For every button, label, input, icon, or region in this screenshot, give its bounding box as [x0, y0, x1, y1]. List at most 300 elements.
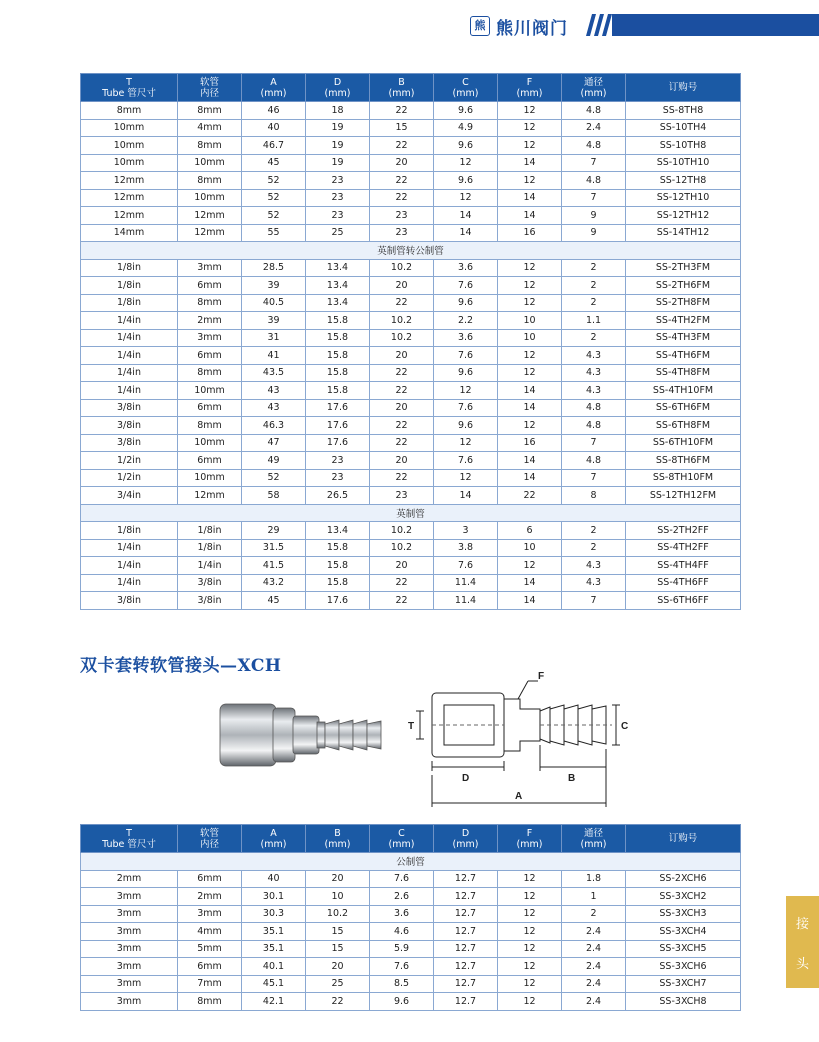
section-row: [81, 853, 741, 871]
table-cell: 20: [370, 557, 434, 575]
table-cell: 22: [370, 574, 434, 592]
table-cell: 1/4in: [178, 557, 242, 575]
table-cell: 2: [562, 522, 626, 540]
table-cell: 22: [498, 487, 562, 505]
dimension-drawing: [400, 665, 635, 815]
table-row: [81, 958, 741, 976]
table-cell: 14: [498, 189, 562, 207]
table-cell: 2.4: [562, 119, 626, 137]
table-cell: 28.5: [242, 259, 306, 277]
table-cell: 3/8in: [178, 592, 242, 610]
table-cell: 9.6: [370, 993, 434, 1011]
table-cell: 3.8: [434, 539, 498, 557]
table-row: [81, 172, 741, 190]
column-header: A (mm): [242, 825, 306, 853]
table-cell: 2mm: [178, 312, 242, 330]
table-cell: 12mm: [81, 172, 178, 190]
table-cell: 7: [562, 592, 626, 610]
table-cell: 9: [562, 224, 626, 242]
table-cell: 10mm: [178, 382, 242, 400]
table-cell: 26.5: [306, 487, 370, 505]
table-cell: 10mm: [81, 154, 178, 172]
table-cell: 2mm: [178, 888, 242, 906]
table-cell: 22: [370, 382, 434, 400]
table-cell: 52: [242, 207, 306, 225]
table-cell: SS-4TH6FF: [626, 574, 741, 592]
table-cell: SS-10TH8: [626, 137, 741, 155]
table-cell: 9.6: [434, 172, 498, 190]
table-cell: 3/8in: [81, 592, 178, 610]
table-cell: 14: [498, 399, 562, 417]
table-cell: 4.8: [562, 102, 626, 120]
table-cell: 1.1: [562, 312, 626, 330]
table-row: [81, 119, 741, 137]
table-cell: 4.3: [562, 574, 626, 592]
table-cell: 7.6: [434, 277, 498, 295]
table-cell: 1/4in: [81, 539, 178, 557]
table-cell: SS-4TH8FM: [626, 364, 741, 382]
table-cell: SS-2TH6FM: [626, 277, 741, 295]
table-cell: 7: [562, 189, 626, 207]
table-cell: 8.5: [370, 975, 434, 993]
table-cell: 12.7: [434, 993, 498, 1011]
table-cell: 43: [242, 399, 306, 417]
table-cell: 8mm: [178, 102, 242, 120]
table-cell: SS-10TH4: [626, 119, 741, 137]
table-cell: 12: [498, 993, 562, 1011]
table-cell: 12: [498, 940, 562, 958]
table-cell: 2: [562, 277, 626, 295]
table-cell: 10mm: [81, 119, 178, 137]
table-cell: 6: [498, 522, 562, 540]
column-header: 通径 (mm): [562, 74, 626, 102]
table-cell: 3: [434, 522, 498, 540]
table-cell: 10mm: [81, 137, 178, 155]
table-cell: 1/4in: [81, 329, 178, 347]
table-cell: 5.9: [370, 940, 434, 958]
table-cell: 2: [562, 259, 626, 277]
table-cell: 8mm: [178, 364, 242, 382]
table-cell: SS-4TH10FM: [626, 382, 741, 400]
table-cell: 2: [562, 329, 626, 347]
table-cell: SS-6TH10FM: [626, 434, 741, 452]
table-cell: 45: [242, 154, 306, 172]
section-title-xch: 双卡套转软管接头—XCH: [80, 656, 282, 676]
table-cell: 46.3: [242, 417, 306, 435]
table-cell: 3/8in: [81, 434, 178, 452]
table-cell: 18: [306, 102, 370, 120]
table-cell: 10: [306, 888, 370, 906]
section-label: 英制管转公制管: [81, 242, 741, 260]
side-tab-char-1: 接: [795, 916, 809, 932]
table-cell: 12: [498, 557, 562, 575]
table-cell: 1/4in: [81, 557, 178, 575]
table-cell: 23: [306, 172, 370, 190]
table-cell: 9.6: [434, 102, 498, 120]
column-header: 通径 (mm): [562, 825, 626, 853]
table-cell: SS-6TH6FF: [626, 592, 741, 610]
table-cell: 23: [306, 452, 370, 470]
table-cell: SS-3XCH8: [626, 993, 741, 1011]
table-cell: 52: [242, 172, 306, 190]
table-cell: 55: [242, 224, 306, 242]
table-row: [81, 539, 741, 557]
table-cell: 5mm: [178, 940, 242, 958]
table-cell: 15.8: [306, 347, 370, 365]
table-cell: 7: [562, 469, 626, 487]
table-cell: 14: [498, 154, 562, 172]
table-cell: 6mm: [178, 452, 242, 470]
table-cell: 1/4in: [81, 382, 178, 400]
table-cell: 42.1: [242, 993, 306, 1011]
table-cell: 1/8in: [81, 294, 178, 312]
table-cell: 14: [498, 574, 562, 592]
table-cell: 22: [370, 592, 434, 610]
table-cell: 10mm: [178, 434, 242, 452]
table-cell: 12.7: [434, 888, 498, 906]
table-row: [81, 277, 741, 295]
table-cell: SS-6TH6FM: [626, 399, 741, 417]
table-cell: 8: [562, 487, 626, 505]
table-cell: 1/8in: [81, 259, 178, 277]
side-tab: [786, 896, 819, 988]
table-cell: 3/8in: [178, 574, 242, 592]
table-cell: 12: [498, 119, 562, 137]
table-cell: 12mm: [81, 189, 178, 207]
table-row: [81, 259, 741, 277]
table-cell: 12: [498, 364, 562, 382]
table-cell: SS-3XCH6: [626, 958, 741, 976]
section-row: [81, 242, 741, 260]
table-cell: 8mm: [178, 294, 242, 312]
table-cell: 3mm: [81, 940, 178, 958]
dim-label-c: C: [621, 721, 629, 732]
table-cell: 6mm: [178, 870, 242, 888]
table-cell: 2.2: [434, 312, 498, 330]
table-cell: 23: [306, 189, 370, 207]
table-cell: 10.2: [306, 905, 370, 923]
table-cell: 15.8: [306, 382, 370, 400]
table-cell: 13.4: [306, 294, 370, 312]
table-row: [81, 347, 741, 365]
table-cell: 12: [498, 958, 562, 976]
table-cell: 2: [562, 905, 626, 923]
table-cell: 3/8in: [81, 399, 178, 417]
table-cell: 10mm: [178, 154, 242, 172]
table-cell: 11.4: [434, 592, 498, 610]
table-cell: 12.7: [434, 958, 498, 976]
table-cell: 45: [242, 592, 306, 610]
table-cell: 40: [242, 870, 306, 888]
table-cell: 10.2: [370, 312, 434, 330]
table-cell: 20: [306, 958, 370, 976]
table-cell: 3.6: [434, 329, 498, 347]
table-cell: 1/8in: [178, 539, 242, 557]
table-cell: 43.2: [242, 574, 306, 592]
header-bar: [612, 14, 819, 36]
table-cell: 7: [562, 434, 626, 452]
table-cell: 10mm: [178, 469, 242, 487]
column-header: F (mm): [498, 74, 562, 102]
product-photo: [215, 690, 395, 780]
table-cell: 13.4: [306, 259, 370, 277]
table-cell: SS-4TH4FF: [626, 557, 741, 575]
table-cell: 2: [562, 294, 626, 312]
table-cell: 3.6: [370, 905, 434, 923]
table-row: [81, 417, 741, 435]
table-cell: 3mm: [81, 975, 178, 993]
table-cell: 4.3: [562, 557, 626, 575]
table-header-row: [81, 825, 741, 853]
table-cell: 12mm: [178, 224, 242, 242]
table-cell: 16: [498, 434, 562, 452]
table-cell: 8mm: [81, 102, 178, 120]
table-cell: 6mm: [178, 958, 242, 976]
table-row: [81, 923, 741, 941]
table-cell: 15.8: [306, 539, 370, 557]
table-cell: 1/4in: [81, 347, 178, 365]
table-cell: 30.3: [242, 905, 306, 923]
column-header: D (mm): [306, 74, 370, 102]
table-cell: 3mm: [178, 329, 242, 347]
table-cell: 12: [434, 189, 498, 207]
table-cell: 31.5: [242, 539, 306, 557]
dim-label-f: F: [538, 671, 545, 682]
table-row: [81, 905, 741, 923]
table-cell: 6mm: [178, 399, 242, 417]
table-cell: 17.6: [306, 399, 370, 417]
table-cell: 25: [306, 224, 370, 242]
table-cell: 14: [434, 224, 498, 242]
spec-table-th: [80, 73, 741, 610]
table-cell: 7.6: [434, 452, 498, 470]
table-cell: 40.5: [242, 294, 306, 312]
table-cell: 14: [498, 207, 562, 225]
table-cell: 4.8: [562, 417, 626, 435]
table-cell: SS-6TH8FM: [626, 417, 741, 435]
table-cell: 3mm: [81, 958, 178, 976]
table-cell: SS-3XCH3: [626, 905, 741, 923]
table-cell: 22: [370, 364, 434, 382]
column-header: T Tube 管尺寸: [81, 825, 178, 853]
column-header: 软管 内径: [178, 74, 242, 102]
table-cell: 13.4: [306, 522, 370, 540]
table-cell: 19: [306, 119, 370, 137]
table-cell: 31: [242, 329, 306, 347]
table-cell: 41: [242, 347, 306, 365]
dim-label-b: B: [568, 773, 576, 784]
table-cell: SS-12TH8: [626, 172, 741, 190]
table-cell: 2.4: [562, 993, 626, 1011]
table-cell: 16: [498, 224, 562, 242]
table-row: [81, 469, 741, 487]
table-cell: 2.4: [562, 958, 626, 976]
table-cell: 23: [306, 469, 370, 487]
column-header: C (mm): [370, 825, 434, 853]
table-row: [81, 574, 741, 592]
table-cell: 52: [242, 469, 306, 487]
table-cell: 14: [498, 452, 562, 470]
table-cell: 6mm: [178, 347, 242, 365]
table-cell: 23: [370, 224, 434, 242]
table-cell: 9.6: [434, 364, 498, 382]
table-row: [81, 557, 741, 575]
side-tab-char-2: 头: [795, 956, 809, 972]
table-cell: 14mm: [81, 224, 178, 242]
table-cell: 4.3: [562, 364, 626, 382]
table-row: [81, 294, 741, 312]
table-cell: 10.2: [370, 539, 434, 557]
table-cell: SS-4TH6FM: [626, 347, 741, 365]
table-cell: 4.8: [562, 399, 626, 417]
table-row: [81, 137, 741, 155]
table-cell: 25: [306, 975, 370, 993]
table-cell: 14: [498, 382, 562, 400]
table-cell: SS-8TH8: [626, 102, 741, 120]
table-cell: 12: [434, 434, 498, 452]
column-header: D (mm): [434, 825, 498, 853]
column-header: C (mm): [434, 74, 498, 102]
table-cell: 10: [498, 312, 562, 330]
table-cell: 10.2: [370, 329, 434, 347]
section-row: [81, 504, 741, 522]
table-cell: 9.6: [434, 417, 498, 435]
table-cell: 7.6: [370, 870, 434, 888]
table-cell: SS-10TH10: [626, 154, 741, 172]
table-cell: 12: [498, 102, 562, 120]
table-cell: 3.6: [434, 259, 498, 277]
table-cell: 17.6: [306, 434, 370, 452]
table-cell: 17.6: [306, 417, 370, 435]
table-cell: 19: [306, 154, 370, 172]
table-cell: 12.7: [434, 905, 498, 923]
table-cell: 15: [306, 940, 370, 958]
table-cell: 3mm: [178, 259, 242, 277]
table-cell: 7.6: [370, 958, 434, 976]
section-label: 公制管: [81, 853, 741, 871]
table-cell: 15.8: [306, 574, 370, 592]
table-cell: 3mm: [81, 888, 178, 906]
table-cell: 4.8: [562, 452, 626, 470]
table-cell: SS-2TH2FF: [626, 522, 741, 540]
table-row: [81, 399, 741, 417]
table-cell: 1/4in: [81, 574, 178, 592]
table-cell: 22: [370, 137, 434, 155]
table-cell: 12: [498, 923, 562, 941]
table-cell: SS-8TH6FM: [626, 452, 741, 470]
table-cell: 29: [242, 522, 306, 540]
table-cell: 45.1: [242, 975, 306, 993]
table-cell: 7: [562, 154, 626, 172]
spec-table-xch: [80, 824, 741, 1011]
table-cell: SS-2XCH6: [626, 870, 741, 888]
table-cell: 7.6: [434, 557, 498, 575]
table-cell: SS-2TH8FM: [626, 294, 741, 312]
table-cell: 7mm: [178, 975, 242, 993]
table-row: [81, 975, 741, 993]
table-cell: 49: [242, 452, 306, 470]
table-cell: 22: [370, 102, 434, 120]
table-cell: 4mm: [178, 119, 242, 137]
table-cell: 46: [242, 102, 306, 120]
table-cell: 39: [242, 277, 306, 295]
table-cell: SS-3XCH5: [626, 940, 741, 958]
table-cell: 12mm: [178, 207, 242, 225]
table-cell: 39: [242, 312, 306, 330]
table-row: [81, 329, 741, 347]
table-cell: 2.4: [562, 975, 626, 993]
table-cell: 1/8in: [178, 522, 242, 540]
column-header: 订购号: [626, 825, 741, 853]
table-cell: 4.3: [562, 347, 626, 365]
table-cell: SS-8TH10FM: [626, 469, 741, 487]
column-header: 订购号: [626, 74, 741, 102]
table-cell: 15.8: [306, 557, 370, 575]
table-cell: 1/4in: [81, 312, 178, 330]
table-cell: 14: [434, 487, 498, 505]
table-cell: 52: [242, 189, 306, 207]
table-row: [81, 487, 741, 505]
table-cell: 43: [242, 382, 306, 400]
table-row: [81, 102, 741, 120]
dim-label-a: A: [515, 791, 523, 802]
column-header: 软管 内径: [178, 825, 242, 853]
table-cell: 1.8: [562, 870, 626, 888]
table-cell: SS-3XCH4: [626, 923, 741, 941]
table-cell: 12mm: [178, 487, 242, 505]
table-cell: 9: [562, 207, 626, 225]
table-cell: 8mm: [178, 172, 242, 190]
table-cell: 4.6: [370, 923, 434, 941]
table-cell: 7.6: [434, 399, 498, 417]
table-cell: 15.8: [306, 364, 370, 382]
section-label: 英制管: [81, 504, 741, 522]
table-cell: 20: [370, 399, 434, 417]
table-cell: 1: [562, 888, 626, 906]
table-cell: 23: [370, 207, 434, 225]
table-row: [81, 870, 741, 888]
table-cell: 4.9: [434, 119, 498, 137]
table-cell: 6mm: [178, 277, 242, 295]
table-cell: 4.8: [562, 172, 626, 190]
column-header: T Tube 管尺寸: [81, 74, 178, 102]
table-row: [81, 993, 741, 1011]
table-cell: 8mm: [178, 417, 242, 435]
table-cell: SS-4TH2FF: [626, 539, 741, 557]
table-cell: 1/2in: [81, 469, 178, 487]
table-cell: 2: [562, 539, 626, 557]
column-header: B (mm): [306, 825, 370, 853]
table-cell: 22: [370, 434, 434, 452]
table-cell: 12: [498, 417, 562, 435]
table-cell: 41.5: [242, 557, 306, 575]
table-cell: 22: [370, 294, 434, 312]
table-cell: 22: [306, 993, 370, 1011]
table-header-row: [81, 74, 741, 102]
table-cell: 4.3: [562, 382, 626, 400]
table-cell: 43.5: [242, 364, 306, 382]
table-cell: 10mm: [178, 189, 242, 207]
table-cell: SS-3XCH2: [626, 888, 741, 906]
table-cell: 20: [306, 870, 370, 888]
table-cell: 14: [498, 592, 562, 610]
table-cell: 2.4: [562, 923, 626, 941]
table-row: [81, 224, 741, 242]
table-row: [81, 189, 741, 207]
table-cell: SS-3XCH7: [626, 975, 741, 993]
table-cell: 10.2: [370, 522, 434, 540]
dim-label-t: T: [408, 721, 415, 732]
